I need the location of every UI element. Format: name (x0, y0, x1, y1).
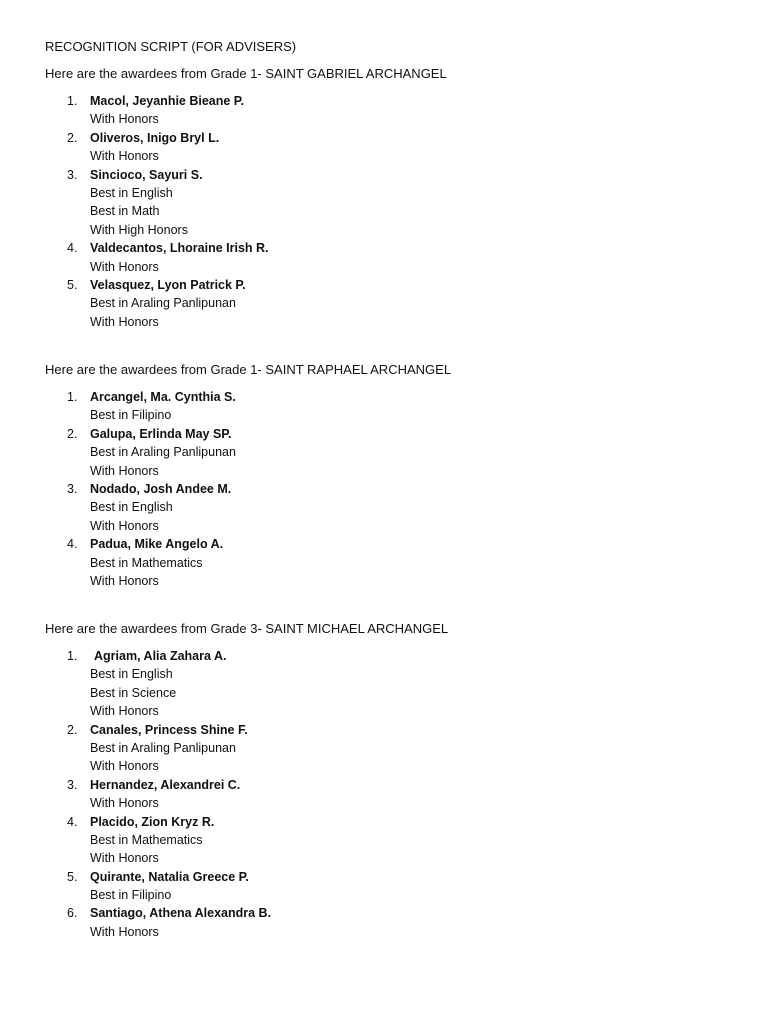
awardee-name: Quirante, Natalia Greece P. (90, 869, 249, 884)
award: Best in Math (90, 204, 160, 219)
awardee-list (45, 388, 725, 590)
award: Best in English (90, 500, 173, 515)
awardee-item (45, 92, 725, 129)
awardee-number: 1. (67, 649, 78, 663)
award: Best in Filipino (90, 888, 172, 903)
awardee-section-grade1-saint-gabriel (45, 65, 725, 331)
awardee-item (45, 868, 725, 905)
awardee-number: 4. (67, 814, 78, 829)
award: With Honors (90, 314, 159, 329)
award: With Honors (90, 573, 159, 588)
awardee-number: 6. (67, 906, 78, 921)
awardee-section-grade3-saint-michael (45, 620, 725, 941)
awardee-list (45, 92, 725, 331)
award: With Honors (90, 518, 159, 533)
awardee-name: Galupa, Erlinda May SP. (90, 426, 232, 441)
awardee-item (45, 776, 725, 813)
section-heading: Here are the awardees from Grade 3- SAINT MICHAEL ARCHANGEL (45, 621, 449, 636)
awardee-name: Macol, Jeyanhie Bieane P. (90, 94, 245, 108)
awardee-number: 5. (67, 869, 78, 884)
awardee-number: 3. (67, 167, 78, 182)
awardee-list (45, 647, 725, 941)
award: Best in Araling Panlipunan (90, 740, 236, 755)
section-heading: Here are the awardees from Grade 1- SAINT RAPHAEL ARCHANGEL (45, 362, 452, 377)
award: With Honors (90, 149, 159, 164)
awardee-number: 4. (67, 537, 78, 552)
awardee-number: 3. (67, 777, 78, 792)
awardee-name: Padua, Mike Angelo A. (90, 537, 224, 552)
award: With Honors (90, 112, 159, 127)
awardee-name: Hernandez, Alexandrei C. (90, 777, 241, 792)
awardee-item (45, 425, 725, 480)
awardee-number: 5. (67, 277, 78, 292)
award: Best in Science (90, 685, 177, 700)
award: Best in Araling Panlipunan (90, 296, 236, 311)
award: With Honors (90, 851, 159, 866)
awardee-item (45, 721, 725, 776)
awardee-item (45, 388, 725, 425)
awardee-name: Sincioco, Sayuri S. (90, 167, 203, 182)
section-heading: Here are the awardees from Grade 1- SAINT GABRIEL ARCHANGEL (45, 66, 447, 81)
awardee-name: Nodado, Josh Andee M. (90, 481, 232, 496)
award: Best in English (90, 185, 173, 200)
awardee-item (45, 166, 725, 240)
awardee-item (45, 647, 725, 721)
award: With Honors (90, 924, 159, 939)
awardee-item (45, 813, 725, 868)
awardee-number: 1. (67, 94, 78, 108)
awardee-number: 4. (67, 241, 78, 256)
awardee-item (45, 480, 725, 535)
awardee-item (45, 535, 725, 590)
awardee-item (45, 904, 725, 941)
award: Best in Mathematics (90, 832, 203, 847)
award: With Honors (90, 796, 159, 811)
award: Best in Mathematics (90, 555, 203, 570)
award: With High Honors (90, 222, 188, 237)
award: With Honors (90, 259, 159, 274)
awardee-item (45, 276, 725, 331)
awardee-name: Arcangel, Ma. Cynthia S. (90, 390, 236, 404)
awardee-section-grade1-saint-raphael (45, 361, 725, 590)
document-title: RECOGNITION SCRIPT (FOR ADVISERS) (45, 39, 297, 54)
award: Best in Filipino (90, 408, 172, 423)
awardee-item (45, 239, 725, 276)
awardee-name: Placido, Zion Kryz R. (90, 814, 215, 829)
awardee-name: Oliveros, Inigo Bryl L. (90, 130, 220, 145)
awardee-item (45, 129, 725, 166)
awardee-number: 1. (67, 390, 78, 404)
awardee-number: 2. (67, 426, 78, 441)
award: With Honors (90, 704, 159, 719)
awardee-name: Velasquez, Lyon Patrick P. (90, 277, 246, 292)
award: With Honors (90, 759, 159, 774)
awardee-name: Valdecantos, Lhoraine Irish R. (90, 241, 269, 256)
awardee-number: 2. (67, 722, 78, 737)
awardee-name: Agriam, Alia Zahara A. (94, 649, 227, 663)
award: Best in English (90, 667, 173, 682)
award: Best in Araling Panlipunan (90, 445, 236, 460)
award: With Honors (90, 463, 159, 478)
awardee-number: 3. (67, 481, 78, 496)
awardee-name: Canales, Princess Shine F. (90, 722, 248, 737)
awardee-number: 2. (67, 130, 78, 145)
awardee-name: Santiago, Athena Alexandra B. (90, 906, 272, 921)
